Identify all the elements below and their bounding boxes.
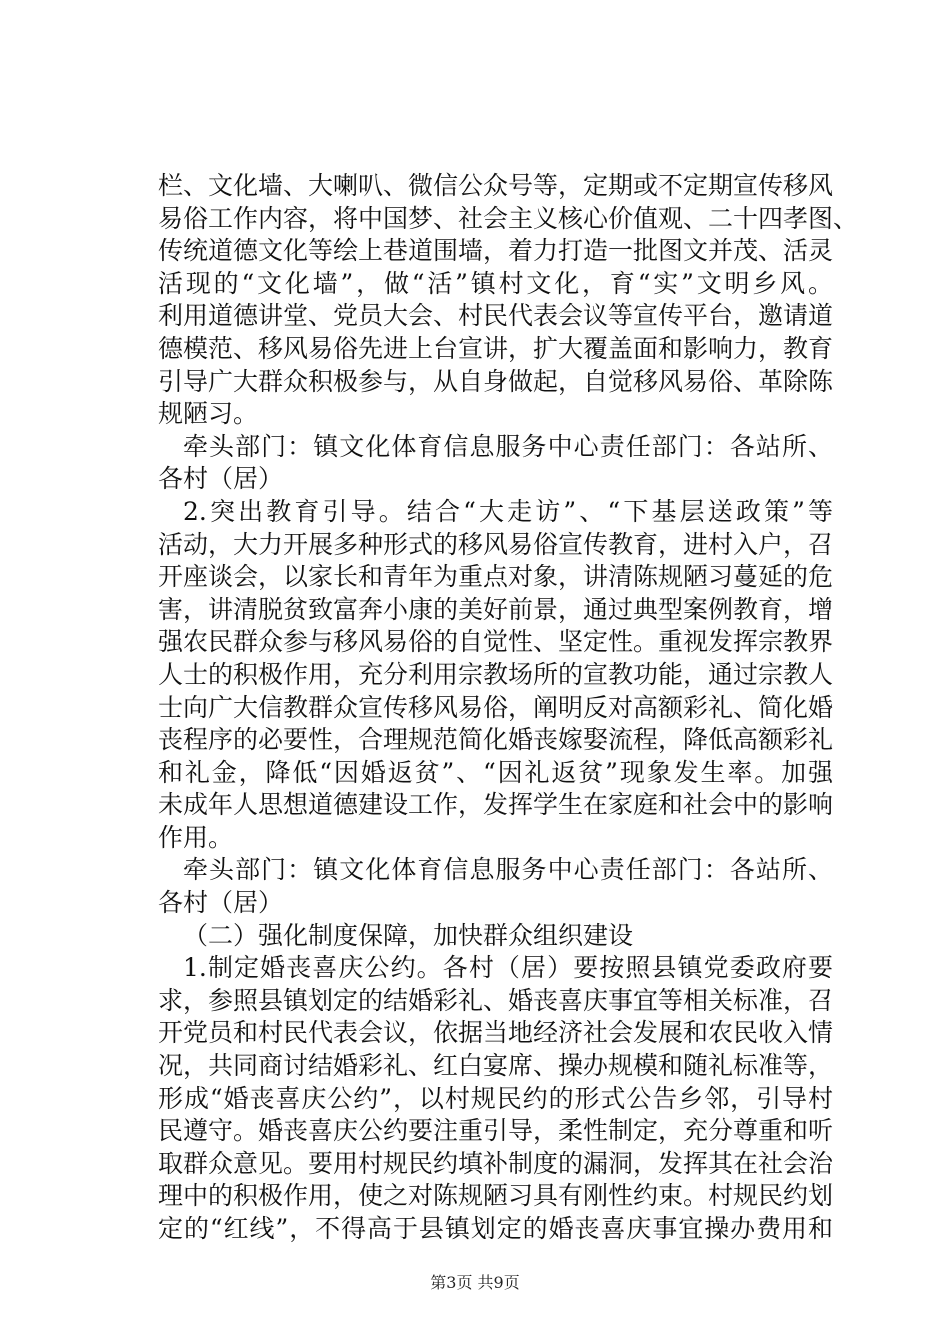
lead-department-line: 牵头部门：镇文化体育信息服务中心责任部门：各站所、 xyxy=(183,431,833,461)
text-line: 取群众意见。要用村规民约填补制度的漏洞，发挥其在社会治 xyxy=(158,1148,834,1178)
text-line: 利用道德讲堂、党员大会、村民代表会议等宣传平台，邀请道 xyxy=(158,301,834,331)
text-line: 各村（居） xyxy=(158,888,284,918)
document-body xyxy=(158,170,859,1246)
text-line: 活动，大力开展多种形式的移风易俗宣传教育，进村入户，召 xyxy=(158,529,834,559)
text-line: 定的“红线”，不得高于县镇划定的婚丧喜庆事宜操办费用和 xyxy=(158,1214,833,1243)
text-line: 栏、文化墙、大喇叭、微信公众号等，定期或不定期宣传移风 xyxy=(158,171,834,200)
text-line: 未成年人思想道德建设工作，发挥学生在家庭和社会中的影响 xyxy=(158,790,834,820)
lead-department-line: 牵头部门：镇文化体育信息服务中心责任部门：各站所、 xyxy=(183,855,833,885)
text-line: 人士的积极作用，充分利用宗教场所的宣教功能，通过宗教人 xyxy=(158,659,834,689)
text-line: 开座谈会，以家长和青年为重点对象，讲清陈规陋习蔓延的危 xyxy=(158,562,834,592)
text-line: 各村（居） xyxy=(158,464,284,494)
text-line: 作用。 xyxy=(158,822,234,852)
text-line: 求，参照县镇划定的结婚彩礼、婚丧喜庆事宜等相关标准，召 xyxy=(158,985,834,1015)
text-line: 开党员和村民代表会议，依据当地经济社会发展和农民收入情 xyxy=(158,1018,834,1048)
text-line: 和礼金，降低“因婚返贫”、“因礼返贫”现象发生率。加强 xyxy=(158,757,833,787)
text-line: 理中的积极作用，使之对陈规陋习具有刚性约束。村规民约划 xyxy=(158,1181,834,1211)
page-number-footer: 第3页 共9页 xyxy=(430,1273,520,1292)
section-item-heading: 1.制定婚丧喜庆公约。各村（居）要按照县镇党委政府要 xyxy=(183,953,833,983)
text-line: 丧程序的必要性，合理规范简化婚丧嫁娶流程，降低高额彩礼 xyxy=(158,725,834,755)
text-line: 德模范、移风易俗先进上台宣讲，扩大覆盖面和影响力，教育 xyxy=(158,333,834,363)
text-line: 形成“婚丧喜庆公约”，以村规民约的形式公告乡邻，引导村 xyxy=(158,1083,833,1113)
text-line: 民遵守。婚丧喜庆公约要注重引导，柔性制定，充分尊重和听 xyxy=(158,1116,834,1146)
text-line: 易俗工作内容，将中国梦、社会主义核心价值观、二十四孝图、 xyxy=(158,203,859,233)
section-item-heading: 2.突出教育引导。结合“大走访”、“下基层送政策”等 xyxy=(183,496,833,526)
text-line: 害，讲清脱贫致富奔小康的美好前景，通过典型案例教育，增 xyxy=(158,594,834,624)
text-line: 活现的“文化墙”，做“活”镇村文化，育“实”文明乡风。 xyxy=(158,268,833,298)
text-line: 强农民群众参与移风易俗的自觉性、坚定性。重视发挥宗教界 xyxy=(158,627,834,657)
text-line: 况，共同商讨结婚彩礼、红白宴席、操办规模和随礼标准等， xyxy=(158,1051,834,1081)
section-heading: （二）强化制度保障，加快群众组织建设 xyxy=(183,920,634,950)
text-line: 传统道德文化等绘上巷道围墙，着力打造一批图文并茂、活灵 xyxy=(158,236,834,266)
text-line: 引导广大群众积极参与，从自身做起，自觉移风易俗、革除陈 xyxy=(158,366,834,396)
text-line: 规陋习。 xyxy=(158,399,259,429)
text-line: 士向广大信教群众宣传移风易俗，阐明反对高额彩礼、简化婚 xyxy=(158,692,834,722)
